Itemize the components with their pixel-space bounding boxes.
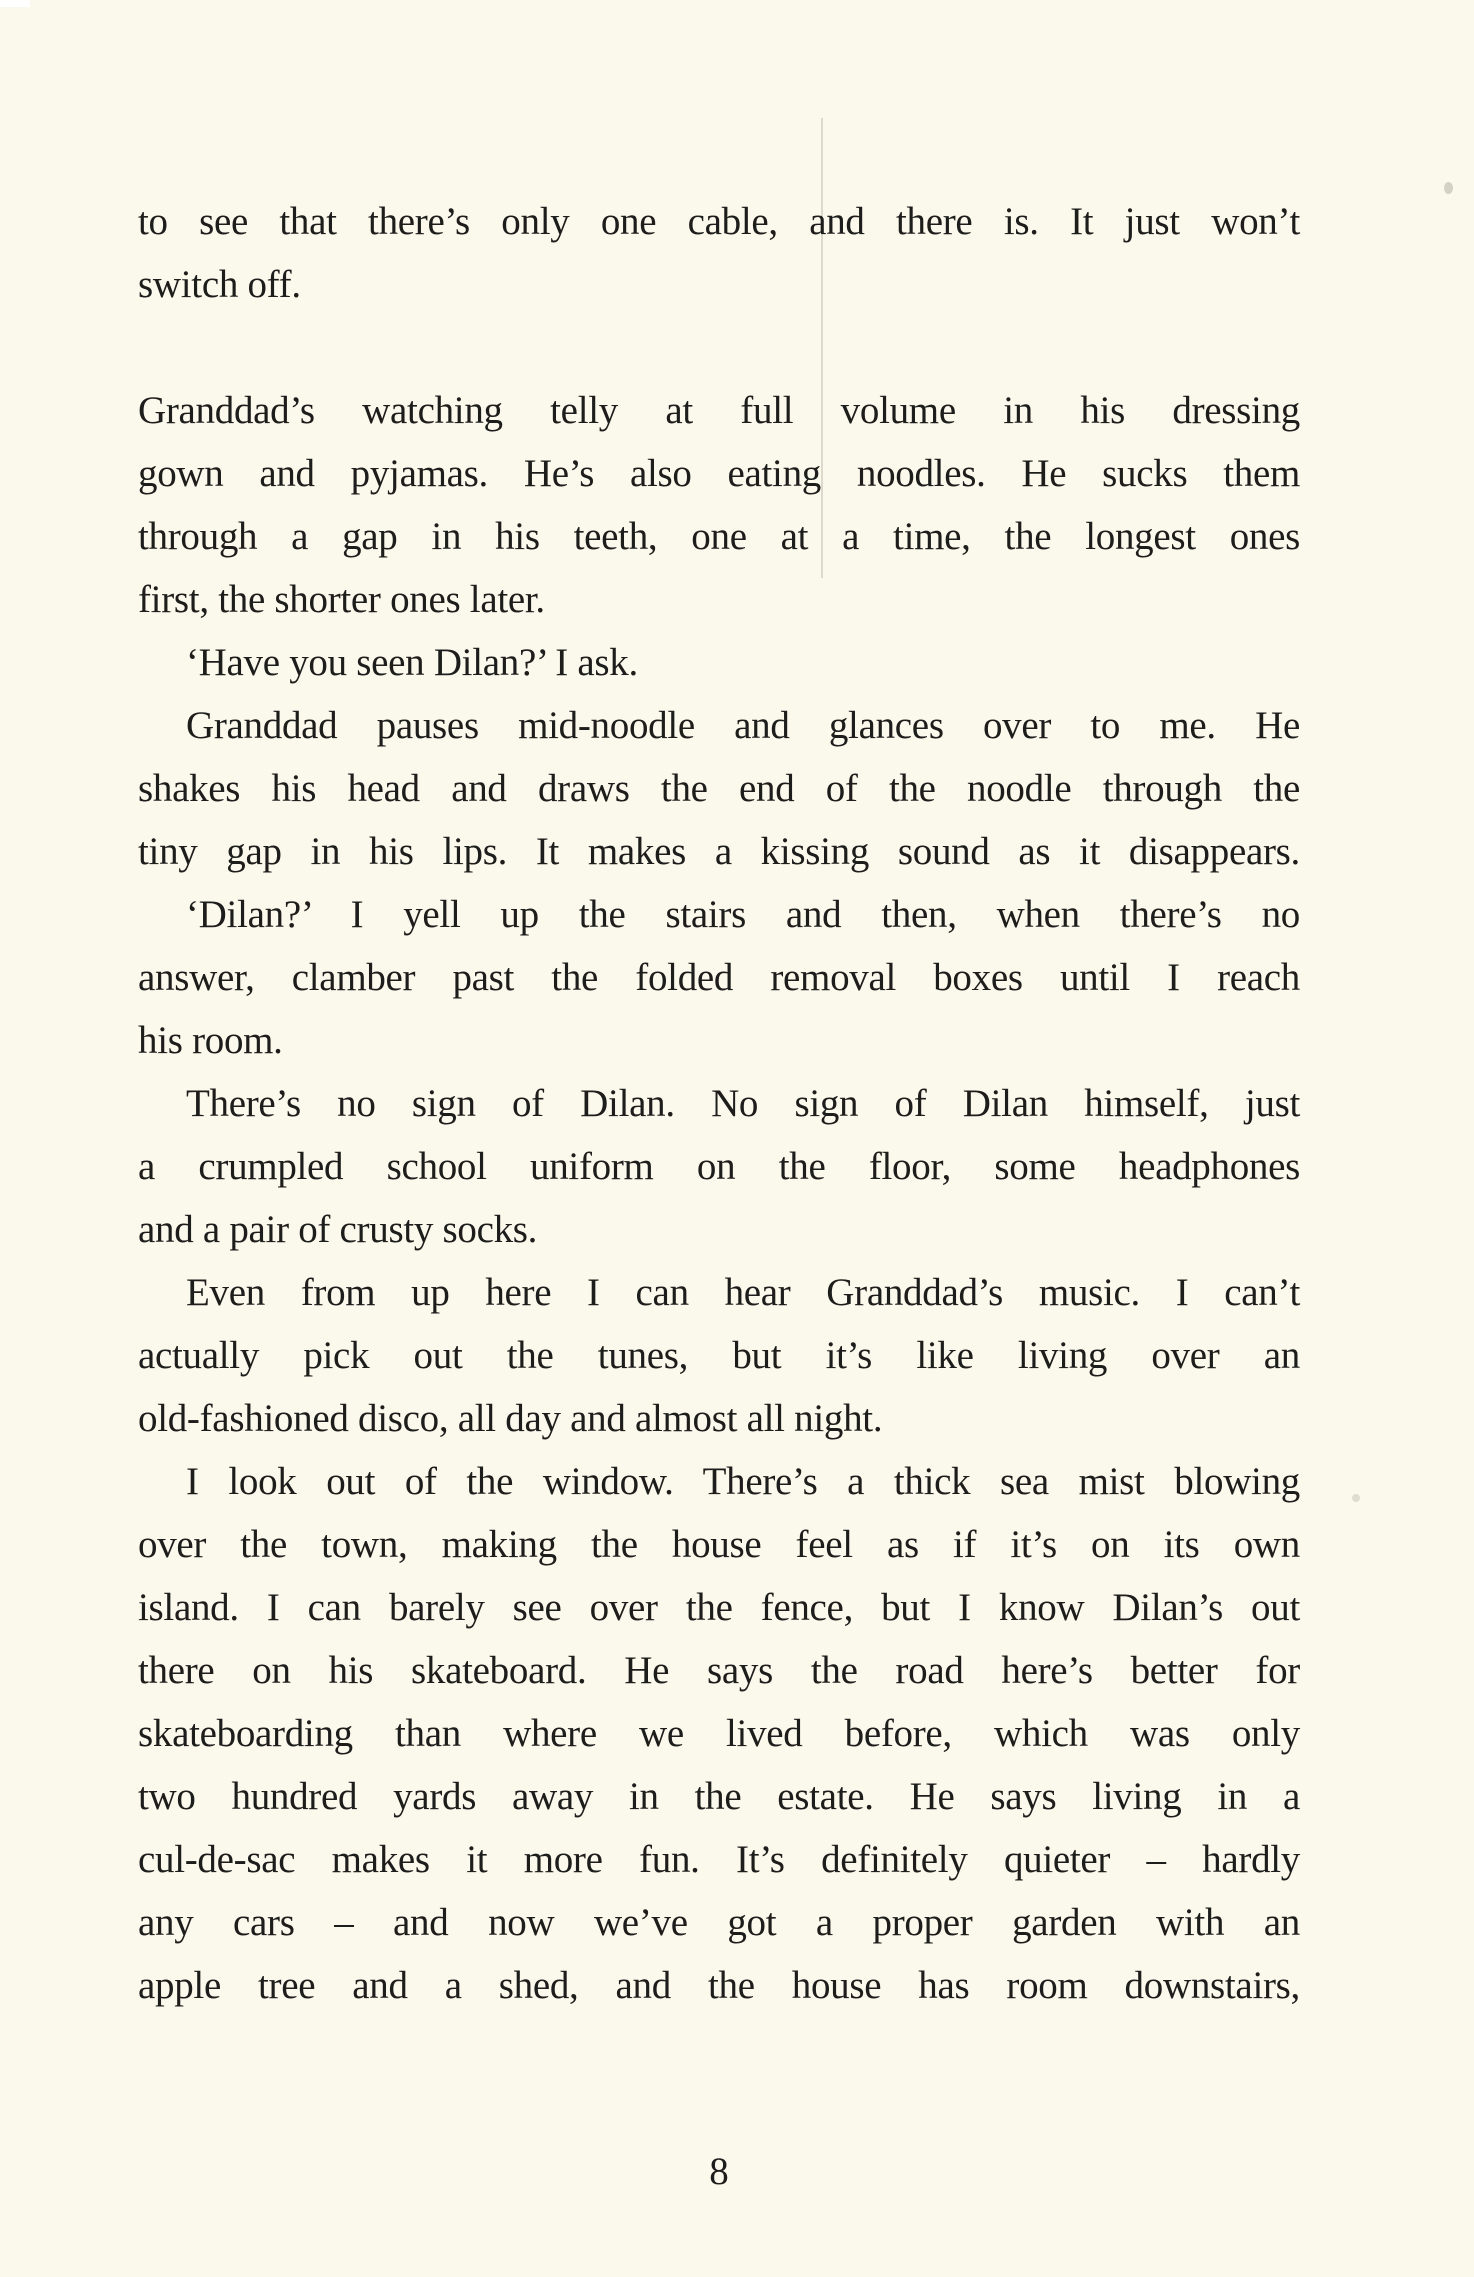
page-number: 8 bbox=[709, 2150, 729, 2193]
text-line: old-fashioned disco, all day and almost all night. bbox=[138, 1397, 883, 1440]
text-line: over the town, making the house feel as if it’s on its own bbox=[138, 1523, 1300, 1566]
paragraph bbox=[138, 1072, 1300, 1261]
text-line: gown and pyjamas. He’s also eating noodles. He sucks them bbox=[138, 452, 1300, 495]
text-line: Granddad pauses mid-noodle and glances over to me. He bbox=[186, 704, 1300, 747]
text-line: two hundred yards away in the estate. He says living in a bbox=[138, 1775, 1300, 1818]
text-line: ‘Have you seen Dilan?’ I ask. bbox=[186, 641, 638, 684]
text-line: any cars – and now we’ve got a proper garden with an bbox=[138, 1901, 1300, 1944]
text-line: island. I can barely see over the fence, but I know Dilan’s out bbox=[138, 1586, 1300, 1629]
text-line: first, the shorter ones later. bbox=[138, 578, 545, 621]
text-line: Even from up here I can hear Granddad’s music. I can’t bbox=[186, 1271, 1300, 1314]
text-line: ‘Dilan?’ I yell up the stairs and then, when there’s no bbox=[186, 893, 1300, 936]
text-line: through a gap in his teeth, one at a time, the longest ones bbox=[138, 515, 1300, 558]
text-line: skateboarding than where we lived before, which was only bbox=[138, 1712, 1300, 1755]
text-line: actually pick out the tunes, but it’s like living over an bbox=[138, 1334, 1300, 1377]
text-line: Granddad’s watching telly at full volume in his dressing bbox=[138, 389, 1300, 432]
paragraph bbox=[138, 1450, 1300, 2017]
paragraph bbox=[138, 379, 1300, 631]
text-line: I look out of the window. There’s a thick sea mist blowing bbox=[186, 1460, 1300, 1503]
paragraph bbox=[138, 694, 1300, 883]
text-line: shakes his head and draws the end of the noodle through the bbox=[138, 767, 1300, 810]
text-line: cul-de-sac makes it more fun. It’s definitely quieter – hardly bbox=[138, 1838, 1300, 1881]
paragraph bbox=[138, 190, 1300, 316]
text-line: there on his skateboard. He says the road here’s better for bbox=[138, 1649, 1300, 1692]
scan-speck bbox=[1444, 182, 1453, 194]
paragraph bbox=[138, 883, 1300, 1072]
text-line: answer, clamber past the folded removal boxes until I reach bbox=[138, 956, 1300, 999]
text-line: to see that there’s only one cable, and there is. It just won’t bbox=[138, 200, 1300, 243]
text-line: switch off. bbox=[138, 263, 301, 306]
text-line: and a pair of crusty socks. bbox=[138, 1208, 538, 1251]
text-line: his room. bbox=[138, 1019, 283, 1062]
text-line: a crumpled school uniform on the floor, some headphones bbox=[138, 1145, 1300, 1188]
paragraph bbox=[138, 631, 1300, 694]
body-text bbox=[138, 190, 1300, 2017]
scan-speck bbox=[1352, 1494, 1360, 1502]
paragraph bbox=[138, 1261, 1300, 1450]
scan-corner-artifact bbox=[0, 0, 30, 7]
text-line: tiny gap in his lips. It makes a kissing sound as it disappears. bbox=[138, 830, 1300, 873]
text-line: There’s no sign of Dilan. No sign of Dilan himself, just bbox=[186, 1082, 1300, 1125]
text-line: apple tree and a shed, and the house has room downstairs, bbox=[138, 1964, 1300, 2007]
